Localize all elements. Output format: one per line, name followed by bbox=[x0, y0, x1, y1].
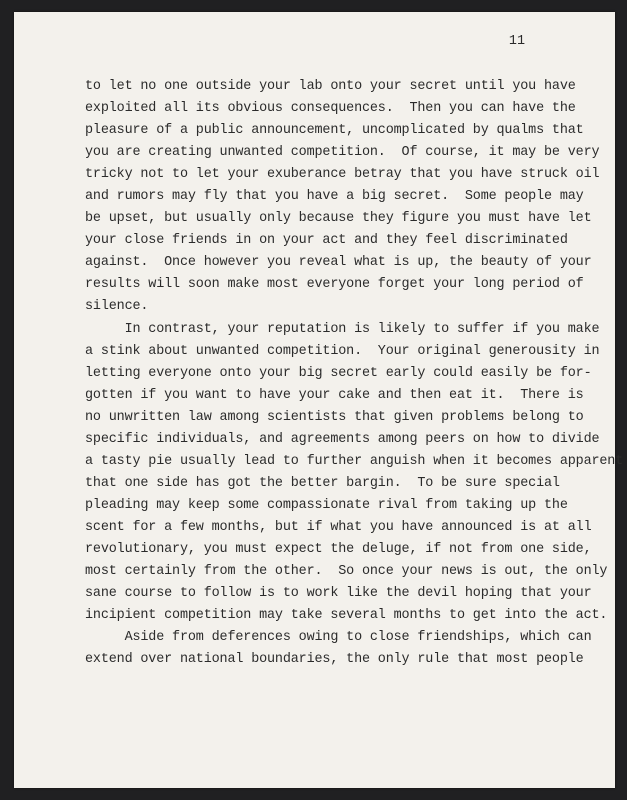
body-text bbox=[85, 76, 624, 671]
text-line: be upset, but usually only because they figure you must have let bbox=[85, 211, 592, 227]
text-line: sane course to follow is to work like the devil hoping that your bbox=[85, 586, 592, 602]
text-line: extend over national boundaries, the only rule that most people bbox=[85, 652, 584, 668]
text-line: pleading may keep some compassionate rival from taking up the bbox=[85, 497, 568, 513]
text-line: against. Once however you reveal what is up, the beauty of your bbox=[85, 255, 592, 271]
text-line: and rumors may fly that you have a big secret. Some people may bbox=[85, 189, 584, 205]
text-line: specific individuals, and agreements among peers on how to divide bbox=[85, 431, 600, 447]
text-line: your close friends in on your act and they feel discriminated bbox=[85, 233, 568, 249]
text-line: a tasty pie usually lead to further anguish when it becomes apparent bbox=[85, 453, 624, 469]
typewritten-page bbox=[14, 12, 624, 788]
text-line: results will soon make most everyone forget your long period of bbox=[85, 277, 584, 293]
text-line: scent for a few months, but if what you have announced is at all bbox=[85, 519, 592, 535]
text-line: that one side has got the better bargin. To be sure special bbox=[85, 475, 560, 491]
text-line: revolutionary, you must expect the deluge, if not from one side, bbox=[85, 541, 592, 557]
text-line: exploited all its obvious consequences. Then you can have the bbox=[85, 101, 576, 117]
text-line: gotten if you want to have your cake and then eat it. There is bbox=[85, 387, 584, 403]
text-line: Aside from deferences owing to close friendships, which can bbox=[85, 630, 592, 646]
text-line: incipient competition may take several months to get into the act. bbox=[85, 608, 608, 624]
text-line: In contrast, your reputation is likely to suffer if you make bbox=[85, 321, 600, 337]
text-line: silence. bbox=[85, 299, 149, 315]
text-line: letting everyone onto your big secret early could easily be for- bbox=[85, 365, 592, 381]
page-number: 11 bbox=[508, 34, 525, 49]
text-line: no unwritten law among scientists that given problems belong to bbox=[85, 409, 584, 425]
text-line: you are creating unwanted competition. Of course, it may be very bbox=[85, 145, 600, 161]
text-line: pleasure of a public announcement, uncomplicated by qualms that bbox=[85, 123, 584, 139]
text-line: to let no one outside your lab onto your secret until you have bbox=[85, 79, 576, 94]
text-line: a stink about unwanted competition. Your original generousity in bbox=[85, 343, 600, 359]
text-line: tricky not to let your exuberance betray that you have struck oil bbox=[85, 167, 600, 183]
text-line: most certainly from the other. So once your news is out, the only bbox=[85, 564, 608, 580]
